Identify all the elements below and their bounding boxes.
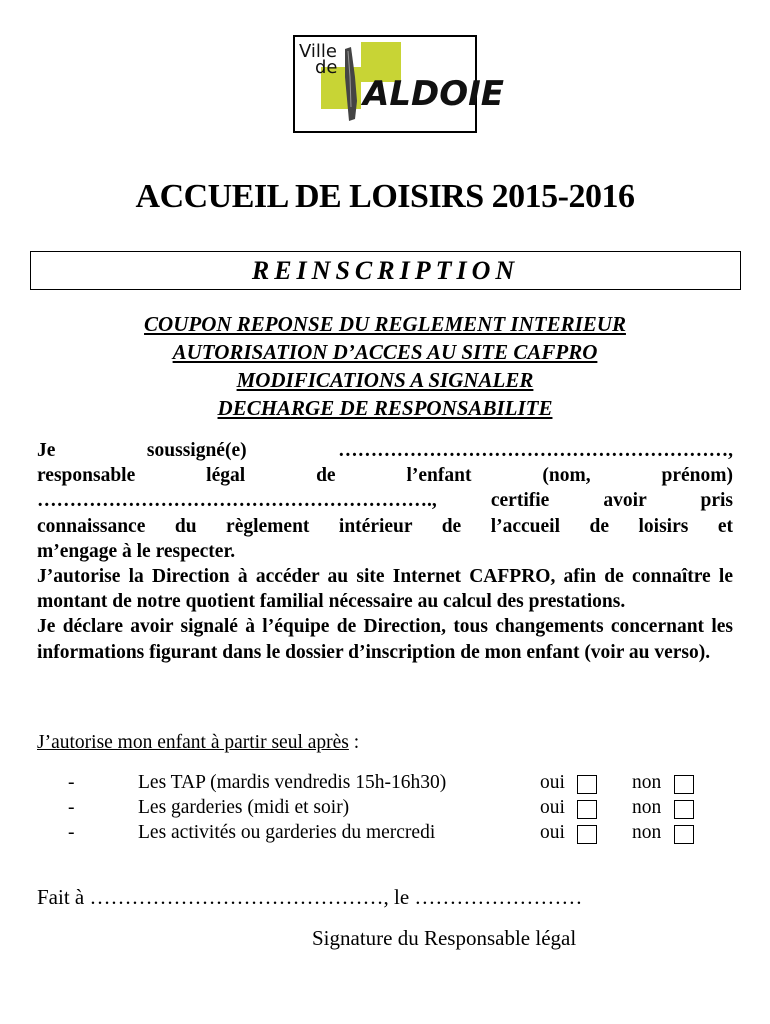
declaration-body xyxy=(37,438,733,665)
ville-de-valdoie-logo xyxy=(293,35,504,133)
logo-brushstroke xyxy=(345,47,357,121)
option-label-tap: Les TAP (mardis vendredis 15h-16h30) xyxy=(138,772,447,793)
option-non-label: non xyxy=(632,797,662,818)
option-dash: - xyxy=(68,797,75,818)
logo-ville-text: Ville xyxy=(299,41,337,62)
signature-label: Signature du Responsable légal xyxy=(312,926,577,950)
option-row-garderies xyxy=(0,797,770,822)
checkbox-tap-oui[interactable] xyxy=(577,775,597,794)
option-dash: - xyxy=(68,822,75,843)
logo-valdoie-text: ALDOIE xyxy=(363,74,504,114)
option-non-label: non xyxy=(632,822,662,843)
logo-graphic xyxy=(295,37,504,131)
subheading-autorisation: AUTORISATION D’ACCES AU SITE CAFPRO xyxy=(172,340,598,364)
logo-de-text: de xyxy=(315,57,338,78)
body-line-certifie: ……………………………………………………., certifie avoir pris xyxy=(37,490,733,512)
checkbox-mercredi-non[interactable] xyxy=(674,825,694,844)
option-row-tap xyxy=(0,772,770,797)
option-label-mercredi: Les activités ou garderies du mercredi xyxy=(138,822,436,843)
autorisation-heading-suffix: : xyxy=(348,732,360,753)
autorisation-heading xyxy=(37,732,359,754)
reinscription-banner: REINSCRIPTION xyxy=(30,251,741,290)
option-dash: - xyxy=(68,772,75,793)
body-para-changements: Je déclare avoir signalé à l’équipe de Direction, tous changements concernant les informations figurant dans le dossier d’inscription de mon enfant (voir au verso). xyxy=(37,616,733,663)
body-line-soussigne: Je soussigné(e) ……………………………………………………, xyxy=(37,440,733,461)
subheading-decharge: DECHARGE DE RESPONSABILITE xyxy=(217,396,553,420)
checkbox-tap-non[interactable] xyxy=(674,775,694,794)
body-line-engage: m’engage à le respecter. xyxy=(37,540,236,562)
option-oui-label: oui xyxy=(540,822,565,843)
option-row-mercredi xyxy=(0,822,770,847)
body-line-connaissance: connaissance du règlement intérieur de l’accueil de loisirs et xyxy=(37,515,733,537)
checkbox-mercredi-oui[interactable] xyxy=(577,825,597,844)
body-para-cafpro: J’autorise la Direction à accéder au site Internet CAFPRO, afin de connaître le montant de notre quotient familial nécessaire au calcul des prestations. xyxy=(37,566,733,613)
body-line-responsable: responsable légal de l’enfant (nom, prénom) xyxy=(37,465,733,487)
subheadings xyxy=(0,310,770,422)
page-title: ACCUEIL DE LOISIRS 2015-2016 xyxy=(135,178,635,215)
checkbox-garderies-oui[interactable] xyxy=(577,800,597,819)
option-non-label: non xyxy=(632,772,662,793)
checkbox-garderies-non[interactable] xyxy=(674,800,694,819)
autorisation-heading-text: J’autorise mon enfant à partir seul après xyxy=(37,732,349,753)
options-list xyxy=(0,772,770,847)
option-oui-label: oui xyxy=(540,772,565,793)
subheading-coupon: COUPON REPONSE DU REGLEMENT INTERIEUR xyxy=(144,312,626,336)
option-oui-label: oui xyxy=(540,797,565,818)
subheading-modifications: MODIFICATIONS A SIGNALER xyxy=(236,368,534,392)
fait-a-line: Fait à ……………………………………, le …………………… xyxy=(37,885,583,909)
option-label-garderies: Les garderies (midi et soir) xyxy=(138,797,350,818)
